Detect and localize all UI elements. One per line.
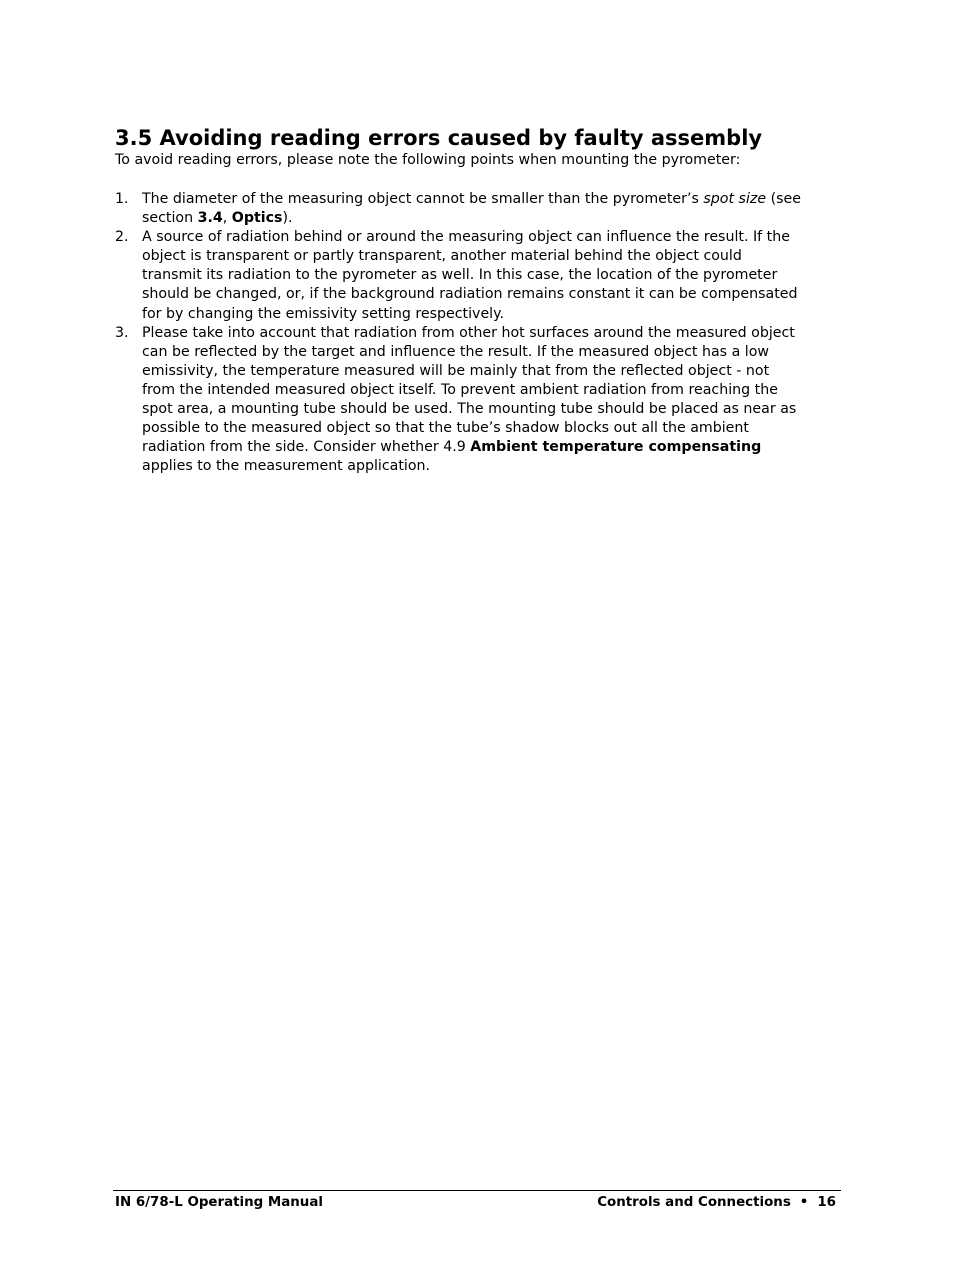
section-intro: To avoid reading errors, please note the following points when mounting the pyrometer:: [115, 152, 741, 168]
bullet-separator-icon: •: [799, 1195, 809, 1210]
footer-chapter: [597, 1194, 836, 1212]
list-item-line: object is transparent or partly transparent, another material behind the object could: [142, 248, 742, 265]
text-run: ,: [222, 210, 232, 227]
section-reference: 3.4: [197, 210, 223, 227]
section-reference-title: Optics: [231, 210, 283, 227]
list-item-line: [142, 209, 837, 228]
list-item-line: can be reflected by the target and influence the result. If the measured object has a low: [142, 343, 770, 360]
footer-manual-title: IN 6/78-L Operating Manual: [115, 1195, 323, 1210]
text-run: The diameter of the measuring object cannot be smaller than the pyrometer’s: [142, 191, 704, 207]
section-reference-title: Ambient temperature compensating: [470, 439, 762, 456]
list-item-line: [142, 438, 837, 457]
list-item-line: applies to the measurement application.: [142, 458, 431, 475]
section-heading: 3.5 Avoiding reading errors caused by faulty assembly: [115, 126, 763, 150]
page-number: 16: [817, 1195, 836, 1210]
text-run: ).: [282, 210, 293, 227]
list-item-line: possible to the measured object so that the tube’s shadow blocks out all the ambient: [142, 420, 749, 437]
list-item-number: 3.: [115, 324, 129, 341]
list-item-number: 1.: [115, 191, 129, 207]
text-run: section: [142, 210, 198, 227]
list-item-line: spot area, a mounting tube should be used. The mounting tube should be placed as near as: [142, 401, 797, 418]
list-item-line: [142, 190, 837, 209]
list-item-number: 2.: [115, 229, 129, 246]
list-item: [115, 324, 837, 477]
list-item-line: transmit its radiation to the pyrometer as well. In this case, the location of the pyrometer: [142, 267, 778, 284]
numbered-list: [115, 190, 837, 476]
list-item-line: emissivity, the temperature measured will be mainly that from the reflected object - not: [142, 362, 770, 379]
list-item: [115, 190, 837, 228]
list-item-line: for by changing the emissivity setting respectively.: [142, 305, 505, 322]
list-item-line: from the intended measured object itself. To prevent ambient radiation from reaching the: [142, 381, 778, 398]
footer-chapter-label: Controls and Connections: [597, 1195, 791, 1210]
text-run: radiation from the side. Consider whether 4.9: [142, 439, 471, 456]
text-run: (see: [766, 191, 801, 207]
list-item-line: should be changed, or, if the background radiation remains constant it can be compensated: [142, 286, 798, 303]
list-item-line: A source of radiation behind or around the measuring object can influence the result. If the: [142, 229, 790, 246]
footer-divider: [113, 1190, 841, 1191]
list-item-line: Please take into account that radiation from other hot surfaces around the measured object: [142, 324, 795, 341]
italic-term: spot size: [703, 191, 767, 207]
list-item: [115, 228, 837, 323]
